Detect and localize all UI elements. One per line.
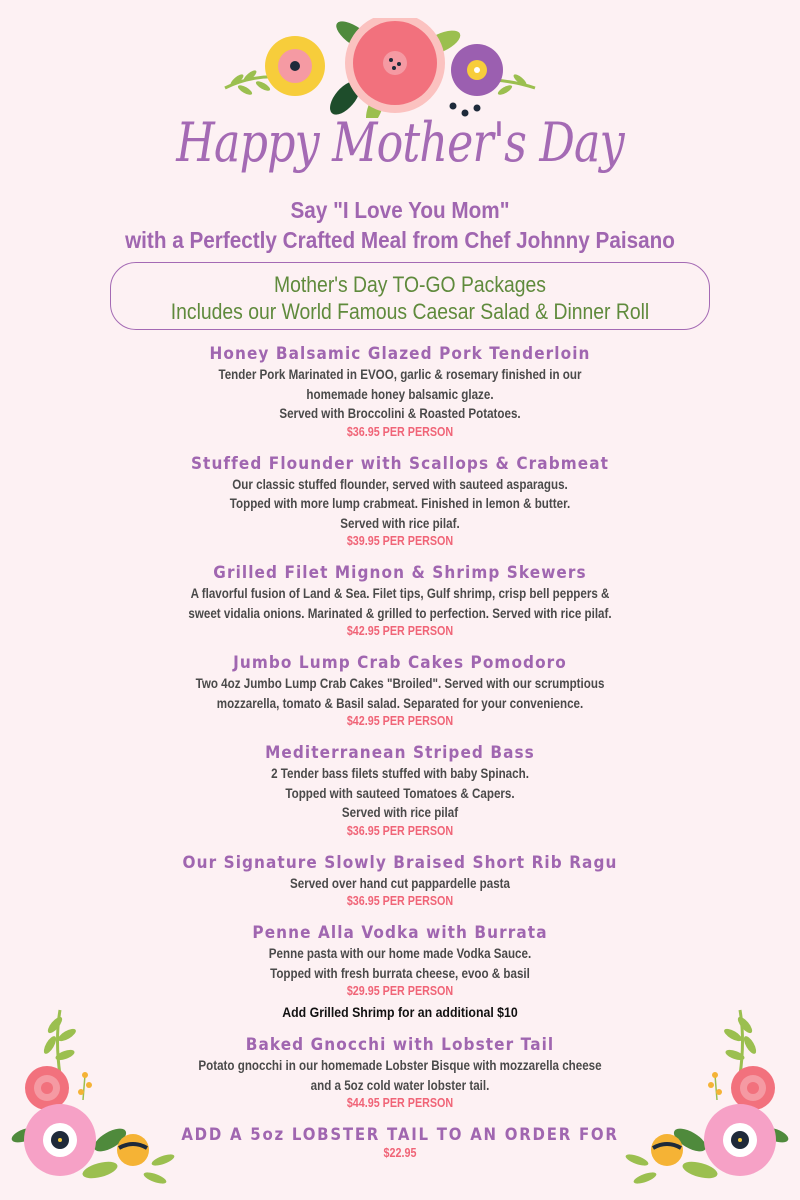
menu-item-price: $42.95 PER PERSON <box>346 714 454 728</box>
lobster-addon-price: $22.95 <box>383 1146 417 1160</box>
menu-item-price: $36.95 PER PERSON <box>346 823 454 838</box>
menu-item-desc: Potato gnocchi in our homemade Lobster Bisque with mozzarella cheese <box>198 1058 602 1073</box>
menu-item-desc: Two 4oz Jumbo Lump Crab Cakes "Broiled". Served with our scrumptious <box>195 676 605 691</box>
menu-item-price: $39.95 PER PERSON <box>346 534 454 548</box>
menu-item-title: Our Signature Slowly Braised Short Rib Ragu <box>182 852 618 873</box>
corner-floral-icon <box>5 1000 180 1195</box>
tagline <box>0 194 800 256</box>
menu-item <box>0 742 800 840</box>
menu-item <box>0 852 800 911</box>
package-title: Mother's Day TO-GO Packages <box>274 272 546 297</box>
package-includes: Includes our World Famous Caesar Salad & Dinner Roll <box>170 299 650 324</box>
menu-item-desc: homemade honey balsamic glaze. <box>306 386 494 402</box>
menu-item <box>0 453 800 551</box>
menu-item-desc: and a 5oz cold water lobster tail. <box>310 1077 490 1093</box>
tagline-line-2: with a Perfectly Crafted Meal from Chef Johnny Paisano <box>125 227 675 253</box>
menu-item-desc: Topped with fresh burrata cheese, evoo & basil <box>270 965 530 981</box>
corner-floral-icon <box>620 1000 795 1195</box>
menu-item-desc: Topped with sauteed Tomatoes & Capers. <box>285 785 515 801</box>
menu-item-desc: 2 Tender bass filets stuffed with baby Spinach. <box>271 766 529 781</box>
menu-item-title: Honey Balsamic Glazed Pork Tenderloin <box>209 344 591 364</box>
floral-bouquet-icon <box>215 18 545 118</box>
menu-item-desc: mozzarella, tomato & Basil salad. Separated for your convenience. <box>216 695 584 711</box>
menu-item-title: Mediterranean Striped Bass <box>265 743 535 763</box>
menu-item-desc: Served with rice pilaf. <box>340 515 460 531</box>
menu-item-desc: Topped with more lump crabmeat. Finished in lemon & butter. <box>229 496 571 511</box>
menu-item-desc: Tender Pork Marinated in EVOO, garlic & rosemary finished in our <box>218 367 582 382</box>
menu-item-price: $36.95 PER PERSON <box>346 894 454 908</box>
menu-item-title: Jumbo Lump Crab Cakes Pomodoro <box>233 653 567 673</box>
menu-item-price: $42.95 PER PERSON <box>346 624 454 638</box>
menu-item-desc: Served with rice pilaf <box>341 805 459 820</box>
menu-item-title: Grilled Filet Mignon & Shrimp Skewers <box>213 563 587 583</box>
menu-item-desc: Served over hand cut pappardelle pasta <box>289 875 511 891</box>
menu-item-desc: Penne pasta with our home made Vodka Sauce. <box>268 946 532 961</box>
menu-item-desc: A flavorful fusion of Land & Sea. Filet tips, Gulf shrimp, crisp bell peppers & <box>190 586 610 601</box>
menu-item-price: $29.95 PER PERSON <box>346 984 454 998</box>
menu-item <box>0 562 800 640</box>
menu-item-price: $44.95 PER PERSON <box>346 1096 454 1110</box>
menu-item <box>0 343 800 441</box>
lobster-addon-title: ADD A 5oz LOBSTER TAIL TO AN ORDER FOR <box>181 1125 619 1145</box>
page-title: Happy Mother's Day <box>176 111 624 174</box>
menu-item-price: $36.95 PER PERSON <box>346 424 454 439</box>
menu-item-desc: sweet vidalia onions. Marinated & grilled to perfection. Served with rice pilaf. <box>188 605 612 621</box>
menu-item-desc: Served with Broccolini & Roasted Potatoes. <box>279 406 521 421</box>
package-info-box <box>110 262 710 330</box>
menu-item-title: Stuffed Flounder with Scallops & Crabmeat <box>190 453 610 474</box>
menu-item-title: Baked Gnocchi with Lobster Tail <box>245 1035 555 1055</box>
menu-item <box>0 652 800 730</box>
menu-item-title: Penne Alla Vodka with Burrata <box>252 923 548 943</box>
tagline-line-1: Say "I Love You Mom" <box>290 197 510 223</box>
menu-item-desc: Our classic stuffed flounder, served with sauteed asparagus. <box>232 476 568 492</box>
addon-note: Add Grilled Shrimp for an additional $10 <box>282 1004 518 1020</box>
